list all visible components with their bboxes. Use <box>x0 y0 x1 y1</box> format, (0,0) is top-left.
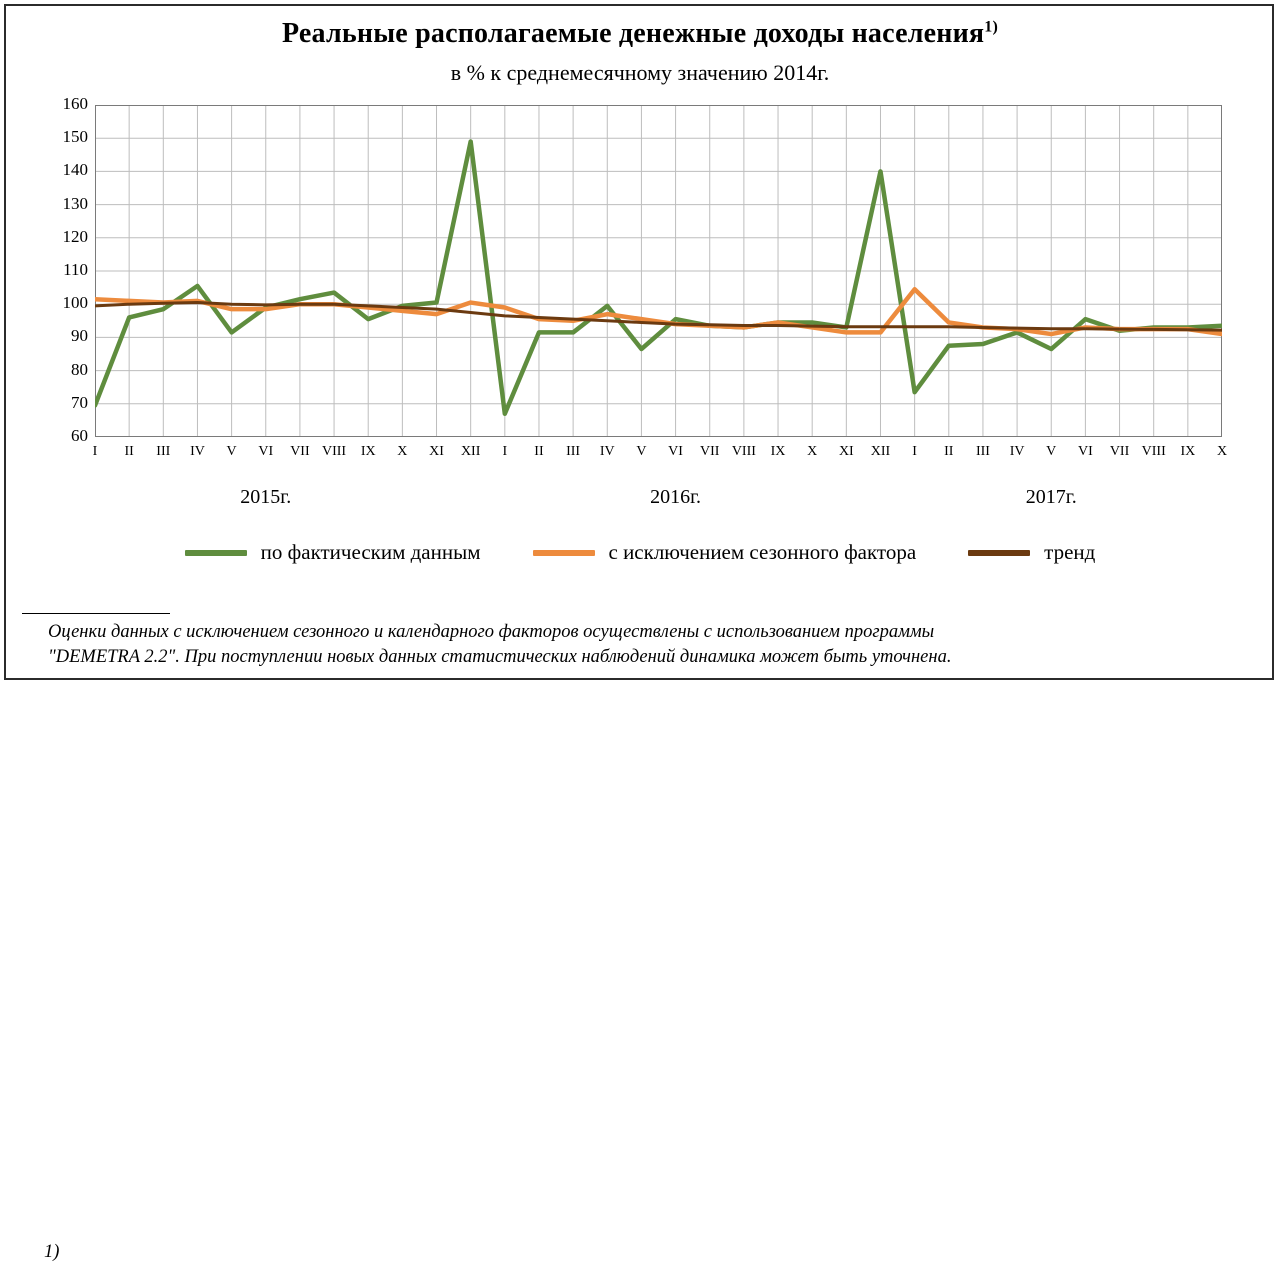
legend-item-label: с исключением сезонного фактора <box>608 540 917 564</box>
y-axis-tick-label: 120 <box>62 226 88 246</box>
x-axis-ticks <box>92 444 1228 464</box>
x-axis-year-label: 2015г. <box>240 486 292 508</box>
chart-plot-area <box>95 105 1222 437</box>
legend-item[interactable] <box>533 540 917 565</box>
x-axis-tick-label: IX <box>360 444 376 459</box>
x-axis-tick-label: II <box>944 444 954 459</box>
x-axis-tick-label: V <box>636 444 647 459</box>
legend-color-swatch <box>968 550 1030 556</box>
x-axis-tick-label: I <box>912 444 917 459</box>
x-axis-tick-label: VI <box>1078 444 1093 459</box>
legend-item-label: тренд <box>1044 540 1096 564</box>
x-axis-year-label: 2017г. <box>1025 486 1077 508</box>
chart-svg <box>95 105 1222 437</box>
legend-item-label: по фактическим данным <box>260 540 481 564</box>
chart-legend <box>0 540 1280 565</box>
legend-color-swatch <box>533 550 595 556</box>
y-axis-tick-label: 100 <box>62 293 88 313</box>
x-axis-tick-label: V <box>1046 444 1057 459</box>
page-title-text: Реальные располагаемые денежные доходы населения <box>281 18 985 49</box>
y-axis-tick-label: 60 <box>71 426 88 445</box>
x-axis-tick-label: X <box>1216 444 1228 459</box>
y-axis-tick-label: 110 <box>63 260 88 279</box>
page-subtitle: в % к среднемесячному значению 2014г. <box>450 60 830 85</box>
x-axis-tick-label: VIII <box>731 444 756 459</box>
x-axis-tick-label: X <box>807 444 818 459</box>
x-axis-tick-label: IX <box>1180 444 1196 459</box>
legend-item[interactable] <box>968 540 1095 565</box>
x-axis-tick-label: XII <box>460 444 481 459</box>
x-axis-tick-label: IV <box>190 444 205 459</box>
y-axis-tick-label: 160 <box>62 94 88 113</box>
x-axis-tick-label: VII <box>290 444 310 459</box>
x-axis-tick-label: VI <box>668 444 683 459</box>
legend-item[interactable] <box>185 540 481 565</box>
y-axis-tick-label: 90 <box>71 326 88 346</box>
y-axis-tick-label: 70 <box>71 392 88 412</box>
x-axis-tick-label: III <box>566 444 581 459</box>
footnote-line-2: "DEMETRA 2.2". При поступлении новых данных статистических наблюдений динамика может быть уточнена. <box>48 646 952 667</box>
footnote-divider <box>22 613 170 614</box>
series-line <box>95 142 1222 414</box>
footnote-marker: 1) <box>44 1242 60 1262</box>
footnote <box>22 620 1254 1262</box>
x-axis-tick-label: VIII <box>1141 444 1166 459</box>
x-axis-tick-label: XI <box>838 444 854 459</box>
x-axis-tick-label: VII <box>1109 444 1130 459</box>
y-axis-tick-label: 140 <box>62 160 88 180</box>
y-axis-ticks <box>40 94 88 445</box>
x-axis-tick-label: II <box>534 444 544 459</box>
x-axis-tick-label: IX <box>770 444 786 459</box>
x-axis-tick-label: I <box>92 444 98 459</box>
x-axis-tick-label: III <box>156 444 171 459</box>
x-axis-tick-label: V <box>226 444 237 459</box>
page-title-superscript: 1) <box>984 18 999 36</box>
x-axis-tick-label: X <box>397 444 408 459</box>
x-axis-tick-label: I <box>502 444 508 459</box>
x-axis-tick-label: II <box>124 444 134 459</box>
x-axis-year-label: 2016г. <box>650 486 702 508</box>
x-axis-tick-label: VI <box>258 444 274 459</box>
x-axis-tick-label: VII <box>700 444 720 459</box>
x-axis-tick-label: IV <box>599 444 615 459</box>
x-axis-tick-label: VIII <box>321 444 347 459</box>
y-axis-tick-label: 150 <box>62 127 88 147</box>
x-axis-tick-label: III <box>975 444 990 459</box>
x-axis-tick-label: IV <box>1009 444 1025 459</box>
footnote-line-1: Оценки данных с исключением сезонного и календарного факторов осуществлены с использованием программы <box>48 622 935 642</box>
x-axis-tick-label: XII <box>870 444 891 459</box>
x-axis-tick-label: XI <box>429 444 444 459</box>
y-axis-tick-label: 130 <box>62 193 88 213</box>
legend-color-swatch <box>185 550 247 556</box>
y-axis-tick-label: 80 <box>71 359 88 379</box>
page-title <box>0 18 1280 50</box>
